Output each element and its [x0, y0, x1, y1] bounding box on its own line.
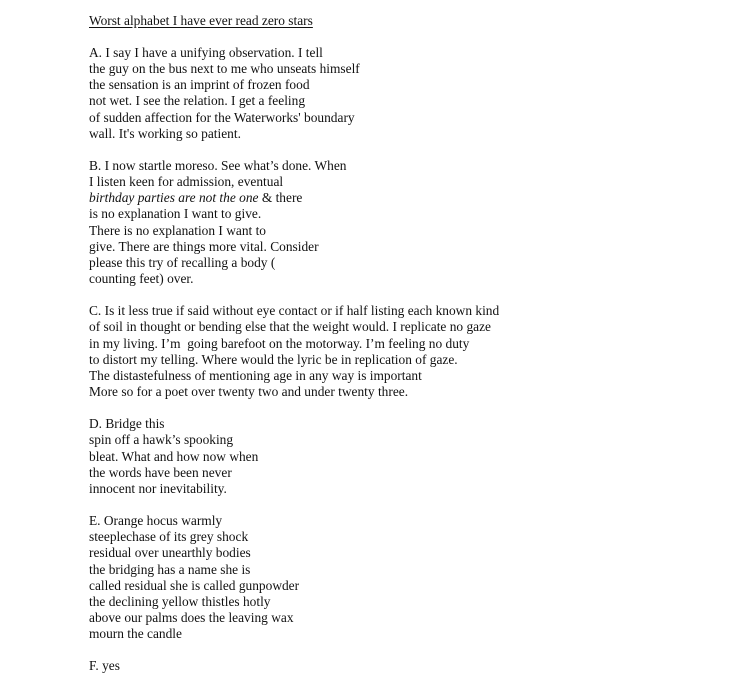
- poem-line: C. Is it less true if said without eye contact or if half listing each known kind: [89, 303, 500, 319]
- poem-line: please this try of recalling a body (: [89, 254, 276, 270]
- poem-line: the sensation is an imprint of frozen food: [89, 77, 310, 93]
- poem-line: There is no explanation I want to: [89, 222, 267, 238]
- poem-line: not wet. I see the relation. I get a feeling: [89, 93, 306, 109]
- poem-line: The distastefulness of mentioning age in any way is important: [89, 367, 422, 383]
- poem-page: [89, 13, 709, 674]
- stanza-b: [89, 158, 709, 287]
- poem-line: above our palms does the leaving wax: [89, 609, 294, 625]
- poem-line: the declining yellow thistles hotly: [89, 593, 271, 609]
- poem-line: is no explanation I want to give.: [89, 206, 262, 222]
- poem-line: called residual she is called gunpowder: [89, 577, 300, 593]
- poem-line: mourn the candle: [89, 626, 182, 642]
- poem-line: spin off a hawk’s spooking: [89, 432, 234, 448]
- poem-title: Worst alphabet I have ever read zero stars: [89, 13, 313, 28]
- stanza-f: [89, 658, 709, 674]
- italic-phrase: birthday parties are not the one: [89, 190, 259, 206]
- poem-line: residual over unearthly bodies: [89, 545, 251, 561]
- poem-line: steeplechase of its grey shock: [89, 529, 249, 545]
- poem-line: to distort my telling. Where would the lyric be in replication of gaze.: [89, 351, 458, 367]
- poem-line: in my living. I’m going barefoot on the motorway. I’m feeling no duty: [89, 335, 470, 351]
- poem-line: innocent nor inevitability.: [89, 480, 227, 496]
- stanza-e: [89, 513, 709, 642]
- poem-line: of soil in thought or bending else that the weight would. I replicate no gaze: [89, 319, 491, 335]
- poem-line: counting feet) over.: [89, 270, 194, 286]
- poem-line-mixed: [89, 190, 709, 206]
- spacer: [89, 29, 709, 45]
- poem-line: More so for a poet over twenty two and under twenty three.: [89, 383, 409, 399]
- poem-line: B. I now startle moreso. See what’s done. When: [89, 157, 347, 173]
- poem-line: the bridging has a name she is: [89, 561, 251, 577]
- poem-line: A. I say I have a unifying observation. I tell: [89, 45, 323, 60]
- poem-line: the words have been never: [89, 464, 232, 480]
- line-remainder: & there: [258, 190, 303, 206]
- poem-line: E. Orange hocus warmly: [89, 513, 223, 529]
- poem-line: wall. It's working so patient.: [89, 125, 241, 141]
- poem-line: the guy on the bus next to me who unseats himself: [89, 61, 360, 77]
- poem-line: F. yes: [89, 658, 120, 674]
- poem-line: bleat. What and how now when: [89, 448, 259, 464]
- stanza-a: [89, 45, 709, 142]
- poem-line: D. Bridge this: [89, 416, 165, 432]
- poem-line: give. There are things more vital. Consider: [89, 238, 319, 254]
- poem-line: of sudden affection for the Waterworks' boundary: [89, 109, 355, 125]
- stanza-c: [89, 303, 709, 400]
- stanza-d: [89, 416, 709, 497]
- poem-line: I listen keen for admission, eventual: [89, 174, 284, 190]
